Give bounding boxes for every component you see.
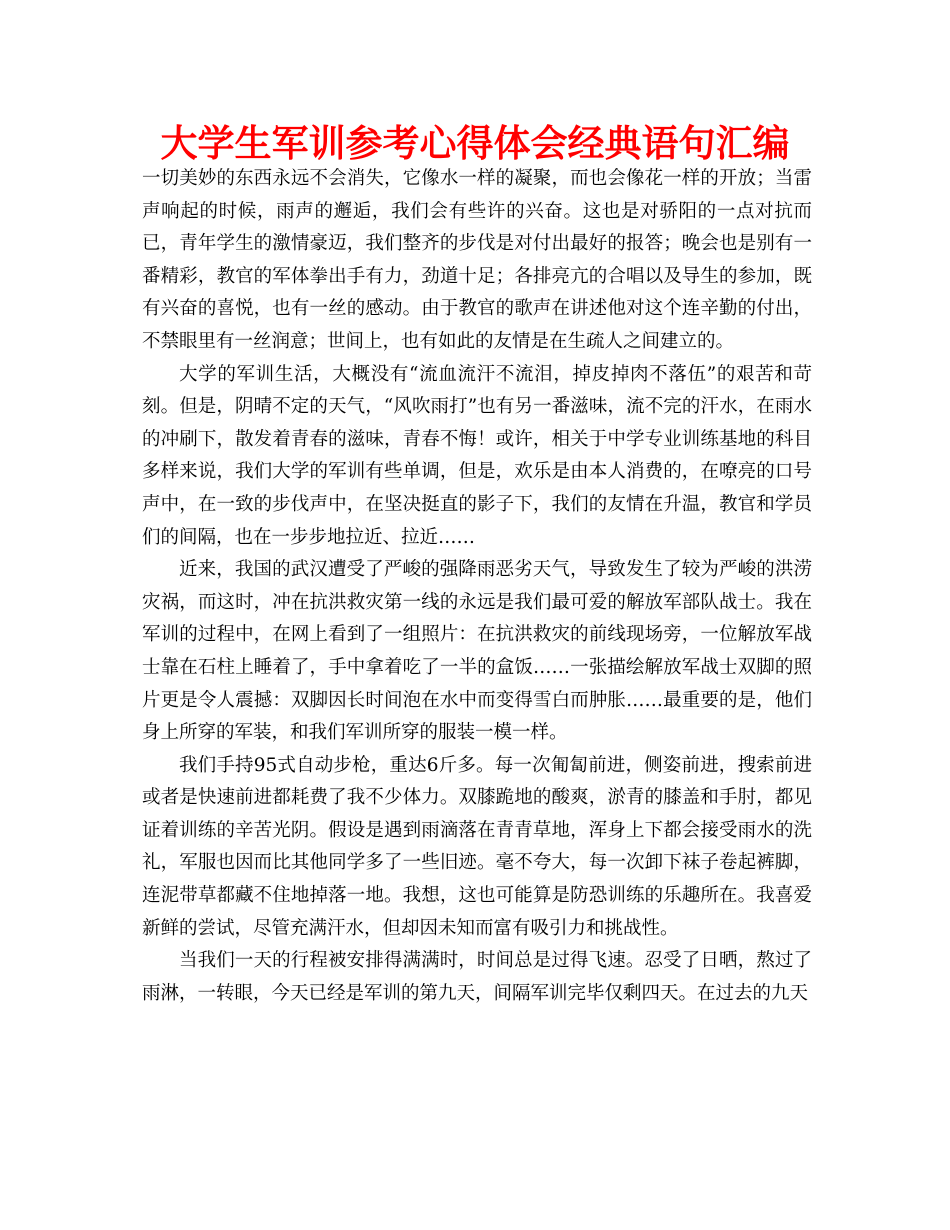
paragraph-1: 一切美妙的东西永远不会消失，它像水一样的凝聚，而也会像花一样的开放；当雷声响起的时候，雨声的邂逅，我们会有些许的兴奋。这也是对骄阳的一点对抗而已，青年学生的激情豪迈，我们整齐的步伐是对付出最好的报答；晚会也是别有一番精彩，教官的军体拳出手有力，劲道十足；各排亮亢的合唱以及导生的参加，既有兴奋的喜悦，也有一丝的感动。由于教官的歌声在讲述他对这个连辛勤的付出，不禁眼里有一丝润意；世间上，也有如此的友情是在生疏人之间建立的。 <box>142 168 812 352</box>
paragraph-2: 大学的军训生活，大概没有“流血流汗不流泪，掉皮掉肉不落伍”的艰苦和苛刻。但是，阴晴不定的天气，“风吹雨打”也有另一番滋味，流不完的汗水，在雨水的冲刷下，散发着青春的滋味，青春不悔！或许，相关于中学专业训练基地的科目多样来说，我们大学的军训有些单调，但是，欢乐是由本人消费的，在嘹亮的口号声中，在一致的步伐声中，在坚决挺直的影子下，我们的友情在升温，教官和学员们的间隔，也在一步步地拉近、拉近…… <box>142 363 812 548</box>
document-title: 大学生军训参考心得体会经典语句汇编 <box>160 122 790 165</box>
paragraph-5: 当我们一天的行程被安排得满满时，时间总是过得飞速。忍受了日晒，熬过了雨淋，一转眼，今天已经是军训的第九天，间隔军训完毕仅剩四天。在过去的九天 <box>142 950 812 1004</box>
paragraph-3: 近来，我国的武汉遭受了严峻的强降雨恶劣天气，导致发生了较为严峻的洪涝灾祸，而这时，冲在抗洪救灾第一线的永远是我们最可爱的解放军部队战士。我在军训的过程中，在网上看到了一组照片：在抗洪救灾的前线现场旁，一位解放军战士靠在石柱上睡着了，手中拿着吃了一半的盒饭……一张描绘解放军战士双脚的照片更是令人震撼：双脚因长时间泡在水中而变得雪白而肿胀……最重要的是，他们身上所穿的军装，和我们军训所穿的服装一模一样。 <box>142 559 812 744</box>
paragraph-4: 我们手持95式自动步枪，重达6斤多。每一次匍匐前进，侧姿前进，搜索前进或者是快速前进都耗费了我不少体力。双膝跪地的酸爽，淤青的膝盖和手肘，都见证着训练的辛苦光阴。假设是遇到雨滴落在青青草地，浑身上下都会接受雨水的洗礼，军服也因而比其他同学多了一些旧迹。毫不夸大，每一次卸下袜子卷起裤脚，连泥带草都藏不住地掉落一地。我想，这也可能算是防恐训练的乐趣所在。我喜爱新鲜的尝试，尽管充满汗水，但却因未知而富有吸引力和挑战性。 <box>142 754 812 939</box>
document-body <box>142 163 812 1010</box>
